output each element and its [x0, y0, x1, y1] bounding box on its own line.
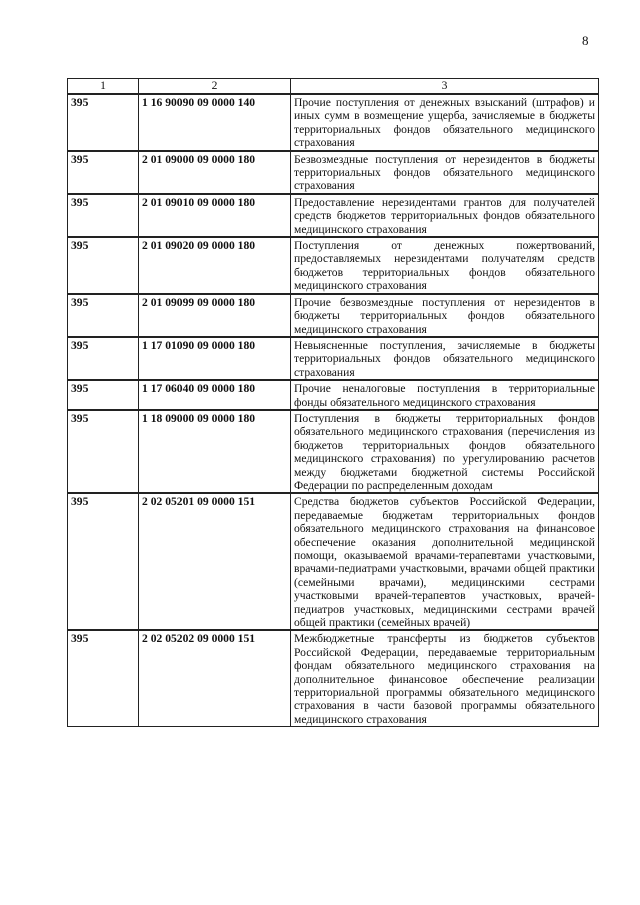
revenue-code-cell: 1 17 06040 09 0000 180 [139, 380, 291, 410]
description-cell: Безвозмездные поступления от нерезидентов в бюджеты территориальных фондов обязательного медицинского страхования [291, 151, 599, 194]
revenue-code-cell: 2 02 05201 09 0000 151 [139, 493, 291, 630]
description-cell: Поступления от денежных пожертвований, предоставляемых нерезидентами получателям средств бюджетов территориальных фондов обязательного медицинского страхования [291, 237, 599, 294]
table-row [68, 237, 599, 294]
page-number: 8 [582, 33, 589, 48]
description-cell: Прочие неналоговые поступления в территориальные фонды обязательного медицинского страхования [291, 380, 599, 410]
admin-code-cell: 395 [68, 380, 139, 410]
admin-code-cell: 395 [68, 493, 139, 630]
table-row [68, 380, 599, 410]
revenue-code-cell: 1 18 09000 09 0000 180 [139, 410, 291, 493]
description-cell: Прочие поступления от денежных взысканий (штрафов) и иных сумм в возмещение ущерба, зачисляемые в бюджеты территориальных фондов обязательного медицинского страхования [291, 94, 599, 151]
admin-code-cell: 395 [68, 151, 139, 194]
budget-codes-table [67, 78, 599, 727]
revenue-code-cell: 2 01 09020 09 0000 180 [139, 237, 291, 294]
description-cell: Поступления в бюджеты территориальных фондов обязательного медицинского страхования (перечисления из бюджетов территориальных фондов обязательного медицинского страхования) по урегулированию расчетов между бюджетами бюджетной системы Российской Федерации по распределенным доходам [291, 410, 599, 493]
table-row [68, 94, 599, 151]
header-col-2: 2 [139, 79, 291, 95]
admin-code-cell: 395 [68, 630, 139, 726]
admin-code-cell: 395 [68, 294, 139, 337]
revenue-code-cell: 2 01 09000 09 0000 180 [139, 151, 291, 194]
admin-code-cell: 395 [68, 410, 139, 493]
table-row [68, 294, 599, 337]
description-cell: Невыясненные поступления, зачисляемые в бюджеты территориальных фондов обязательного медицинского страхования [291, 337, 599, 380]
table-row [68, 151, 599, 194]
admin-code-cell: 395 [68, 337, 139, 380]
revenue-code-cell: 1 17 01090 09 0000 180 [139, 337, 291, 380]
admin-code-cell: 395 [68, 194, 139, 237]
description-cell: Межбюджетные трансферты из бюджетов субъектов Российской Федерации, передаваемые территориальным фондам обязательного медицинского страхования на дополнительное финансовое обеспечение реализации территориальной программы обязательного медицинского страхования в части базовой программы обязательного медицинского страхования [291, 630, 599, 726]
header-col-1: 1 [68, 79, 139, 95]
revenue-code-cell: 2 01 09099 09 0000 180 [139, 294, 291, 337]
revenue-code-cell: 2 01 09010 09 0000 180 [139, 194, 291, 237]
table-row [68, 630, 599, 726]
description-cell: Прочие безвозмездные поступления от нерезидентов в бюджеты территориальных фондов обязательного медицинского страхования [291, 294, 599, 337]
description-cell: Средства бюджетов субъектов Российской Федерации, передаваемые бюджетам территориальных фондов обязательного медицинского страхования на финансовое обеспечение оказания дополнительной медицинской помощи, оказываемой врачами-терапевтами участковыми, врачами-педиатрами участковыми, врачами общей практики (семейными врачами), медицинскими сестрами участковыми врачей-терапевтов участковых, врачей-педиатров участковых, медицинскими сестрами врачей общей практики (семейных врачей) [291, 493, 599, 630]
table-row [68, 410, 599, 493]
admin-code-cell: 395 [68, 94, 139, 151]
admin-code-cell: 395 [68, 237, 139, 294]
table-row [68, 493, 599, 630]
description-cell: Предоставление нерезидентами грантов для получателей средств бюджетов территориальных фондов обязательного медицинского страхования [291, 194, 599, 237]
revenue-code-cell: 2 02 05202 09 0000 151 [139, 630, 291, 726]
table-row [68, 194, 599, 237]
table-header-row [68, 79, 599, 95]
table-row [68, 337, 599, 380]
revenue-code-cell: 1 16 90090 09 0000 140 [139, 94, 291, 151]
header-col-3: 3 [291, 79, 599, 95]
